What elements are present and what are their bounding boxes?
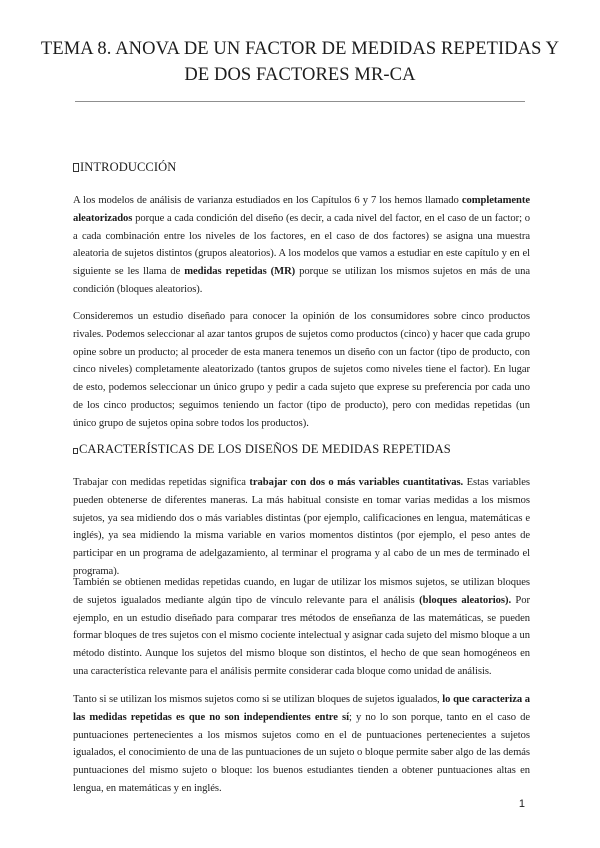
emphasis-text: lo que caracteriza a las medidas repetidas es que no son independientes entre sí — [73, 694, 530, 723]
title-divider — [75, 101, 525, 102]
paragraph-text: A los modelos de análisis de varianza estudiados en los Capítulos 6 y 7 los hemos llamado — [73, 195, 462, 206]
section-heading-caracteristicas — [73, 442, 451, 457]
emphasis-text: completamente aleatorizados — [73, 195, 530, 224]
paragraph-3 — [73, 474, 530, 581]
paragraph-2 — [73, 308, 530, 433]
section-heading-text: CARACTERÍSTICAS DE LOS DISEÑOS DE MEDIDAS REPETIDAS — [79, 442, 451, 456]
bullet-square-icon — [73, 448, 78, 454]
section-heading-text: INTRODUCCIÓN — [80, 160, 177, 174]
paragraph-text: porque se utilizan los mismos sujetos en más de una condición (bloques aleatorios). — [73, 266, 531, 295]
document-title: TEMA 8. ANOVA DE UN FACTOR DE MEDIDAS REPETIDAS Y DE DOS FACTORES MR-CA — [40, 39, 560, 85]
paragraph-1 — [73, 192, 530, 299]
paragraph-4 — [73, 574, 530, 681]
emphasis-text: (bloques aleatorios). — [419, 594, 512, 606]
paragraph-text: También se obtienen medidas repetidas cuando, en lugar de utilizar los mismos sujetos, se utilizan bloques de sujetos igualados mediante algún tipo de vínculo relevante para el análisis — [73, 577, 530, 606]
paragraph-text: ; y no lo son porque, tanto en el caso de puntuaciones pertenecientes a los mismos sujetos como en el de puntuaciones pertenecientes a sujetos igualados, el conocimiento de una de las puntuaciones de un sujeto o bloque permite saber algo de las demás puntuaciones del mismo sujeto o bloque: los buenos estudiantes tienden a obtener puntuaciones altas en lengua, en matemáticas y en inglés. — [73, 711, 530, 794]
emphasis-text: trabajar con dos o más variables cuantitativas. — [249, 477, 464, 488]
emphasis-text: medidas repetidas (MR) — [184, 266, 296, 278]
paragraph-text: Por ejemplo, en un estudio diseñado para comparar tres métodos de enseñanza de las matemáticas, se pueden formar bloques de tres sujetos con el mismo cociente intelectual y asignar cada sujeto del mismo bloque a un método distinto. Aunque los sujetos del mismo bloque son distintos, el hecho de que sean homogéneos en una característica relevante para el análisis permite considerar cada bloque como unidad de análisis. — [73, 594, 530, 677]
paragraph-text: porque a cada condición del diseño (es decir, a cada nivel del factor, en el caso de un factor; o a cada combinación entre los niveles de los factores, en el caso de dos factores) se asigna una muestra aleatoria de sujetos distintos (grupos aleatorios). A los modelos que vamos a estudiar en este capítulo y en el siguiente se les llama de — [73, 212, 530, 278]
paragraph-5 — [73, 691, 530, 798]
paragraph-text: Estas variables pueden obtenerse de diferentes maneras. La más habitual consiste en tomar varias medidas a los mismos sujetos, ya sea midiendo dos o más variables distintas (por ejemplo, calificaciones en lengua, matemáticas e inglés), ya sea midiendo la misma variable en varios momentos distintos (por ejemplo, el peso antes de participar en un programa de adelgazamiento, al terminar el programa y al cabo de un mes de terminado el programa). — [73, 477, 530, 577]
paragraph-text: Tanto si se utilizan los mismos sujetos como si se utilizan bloques de sujetos igualados, — [73, 694, 443, 705]
section-heading-introduccion — [73, 160, 176, 175]
bullet-square-icon — [73, 163, 79, 172]
paragraph-text: Consideremos un estudio diseñado para conocer la opinión de los consumidores sobre cinco productos rivales. Podemos seleccionar al azar tantos grupos de sujetos como productos (cinco) y hacer que cada grupo opine sobre un producto; al proceder de esta manera tenemos un diseño con un factor (tipo de producto, con cinco niveles) completamente aleatorizado (tantos grupos de sujetos como niveles tiene el factor). En lugar de esto, podemos seleccionar un único grupo y pedir a cada sujeto que exprese su preferencia por cada uno de los cinco productos; seguimos teniendo un factor (tipo de producto), pero con medidas repetidas (un único grupo de sujetos opina sobre todos los productos). — [73, 311, 530, 429]
paragraph-text: Trabajar con medidas repetidas significa — [73, 477, 250, 488]
page-number: 1 — [518, 798, 525, 810]
